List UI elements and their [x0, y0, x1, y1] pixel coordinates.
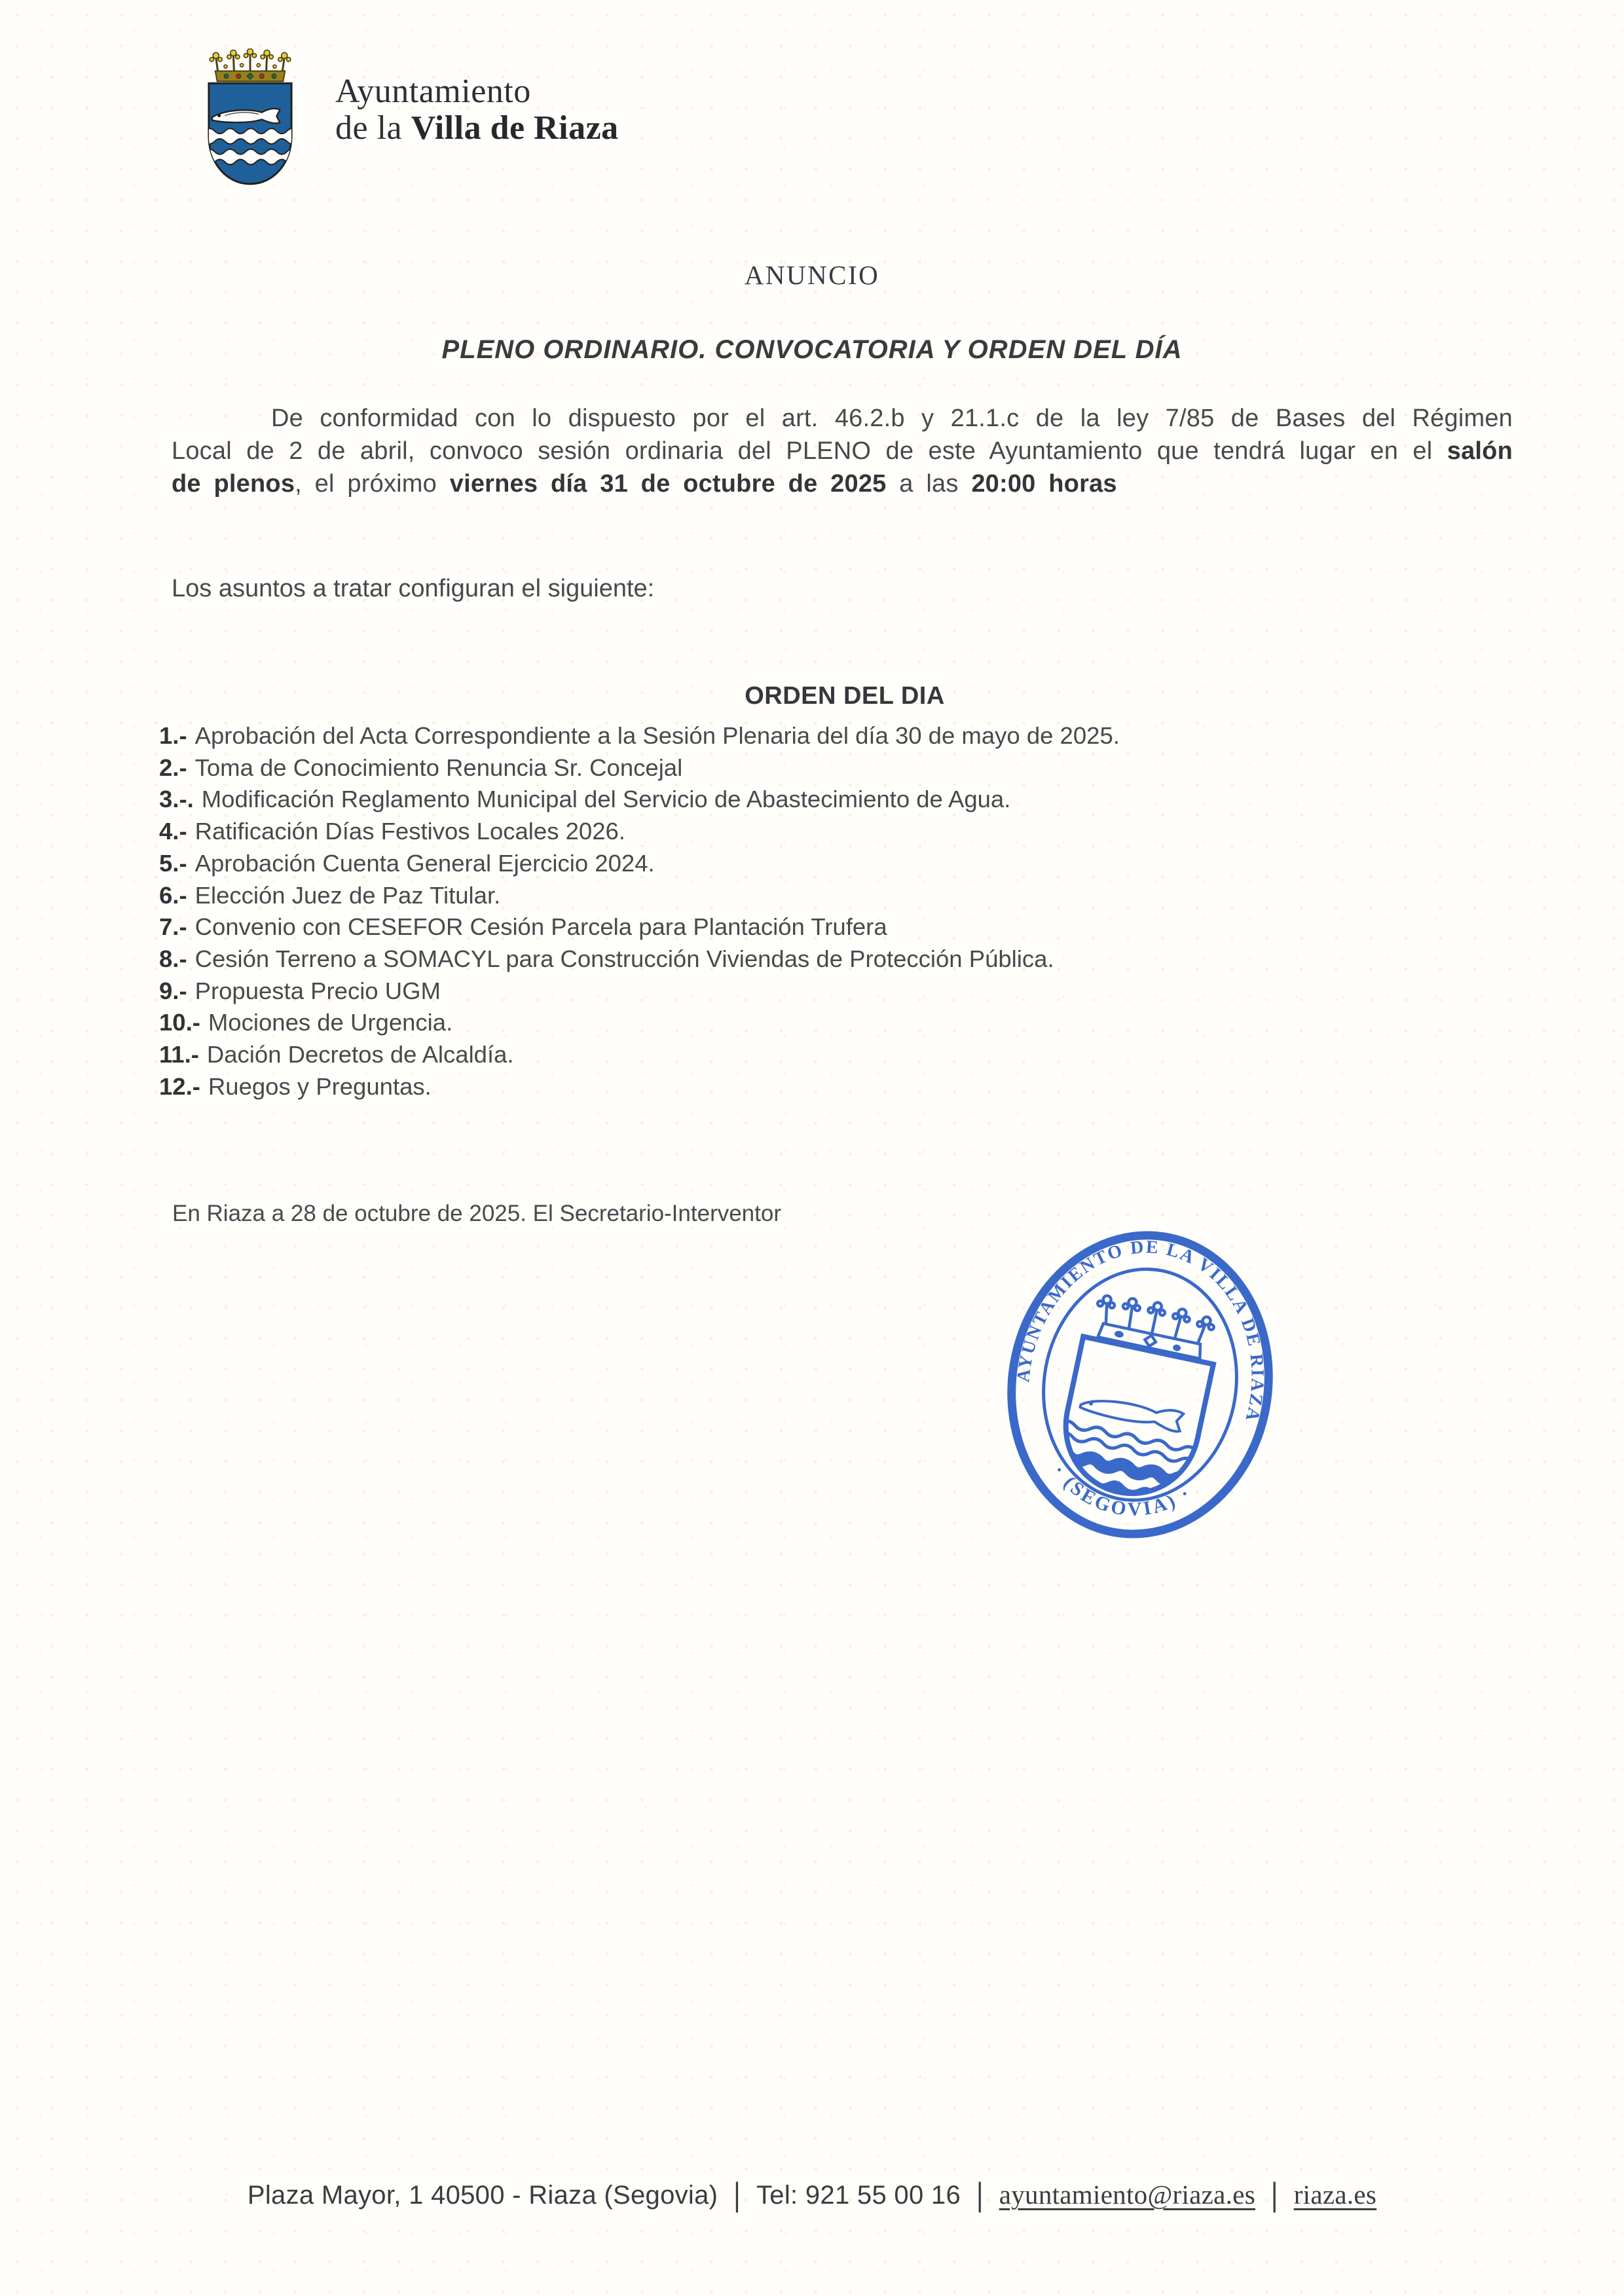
footer-separator: | — [976, 2177, 984, 2214]
agenda-title: ORDEN DEL DIA — [745, 682, 945, 710]
agenda-item — [159, 720, 1587, 752]
footer-separator: | — [1270, 2177, 1278, 2214]
footer-website-link[interactable]: riaza.es — [1293, 2179, 1377, 2210]
intro-part1: De conformidad con lo dispuesto por el art. 46.2.b y 21.1.c de la ley 7/85 de Bases del Régimen Local de 2 de abril, convoco sesión ordinaria del PLENO de este Ayuntamiento que tendrá lugar en el — [172, 405, 1513, 465]
agenda-item-number: 8.- — [159, 945, 187, 972]
organization-name-prefix: de la — [335, 109, 411, 147]
intro-bold-time: 20:00 horas — [971, 470, 1117, 498]
agenda-item-number: 5.- — [159, 849, 187, 877]
organization-name-bold: Villa de Riaza — [411, 109, 619, 147]
agenda-list — [159, 720, 1587, 1102]
organization-name — [335, 73, 619, 147]
agenda-item — [159, 816, 1587, 848]
agenda-item — [159, 752, 1587, 784]
agenda-item-text: Mociones de Urgencia. — [208, 1009, 453, 1036]
agenda-item — [159, 911, 1587, 943]
agenda-item-number: 7.- — [159, 913, 187, 941]
footer-email-link[interactable]: ayuntamiento@riaza.es — [999, 2179, 1255, 2210]
agenda-item-number: 12.- — [159, 1072, 200, 1100]
intro-bold-date: viernes día 31 de octubre de 2025 — [449, 470, 887, 498]
agenda-item-text: Dación Decretos de Alcaldía. — [206, 1041, 514, 1068]
agenda-item — [159, 784, 1587, 816]
agenda-item-text: Ruegos y Preguntas. — [208, 1072, 432, 1100]
organization-name-line1: Ayuntamiento — [335, 73, 531, 110]
agenda-item-text: Propuesta Precio UGM — [194, 977, 441, 1004]
agenda-item-text: Aprobación del Acta Correspondiente a la Sesión Plenaria del día 30 de mayo de 2025. — [194, 722, 1120, 749]
footer-phone: Tel: 921 55 00 16 — [756, 2181, 961, 2210]
agenda-item — [159, 975, 1587, 1008]
agenda-item-number: 6.- — [159, 881, 187, 909]
footer-address: Plaza Mayor, 1 40500 - Riaza (Segovia) — [247, 2181, 718, 2210]
agenda-item-text: Cesión Terreno a SOMACYL para Construcción Viviendas de Protección Pública. — [194, 945, 1054, 972]
agenda-item-text: Elección Juez de Paz Titular. — [194, 881, 501, 909]
lead-in-line: Los asuntos a tratar configuran el siguiente: — [172, 575, 655, 602]
agenda-item-text: Toma de Conocimiento Renuncia Sr. Concejal — [194, 754, 683, 781]
agenda-item — [159, 880, 1587, 912]
agenda-item — [159, 1039, 1587, 1071]
stamp-ring-text-bottom: · (SEGOVIA) · — [1048, 1461, 1196, 1521]
intro-part3: a las — [886, 470, 972, 498]
riaza-coat-of-arms-icon — [202, 48, 299, 185]
footer-separator: | — [733, 2177, 741, 2214]
intro-part2: , el próximo — [295, 470, 450, 498]
agenda-item-number: 4.- — [159, 818, 187, 845]
intro-paragraph — [172, 402, 1513, 500]
organization-name-line2 — [335, 110, 619, 147]
intro-bold-venue: salón de plenos — [172, 437, 1513, 498]
agenda-item-text: Ratificación Días Festivos Locales 2026. — [194, 818, 625, 845]
agenda-item — [159, 1007, 1587, 1039]
document-title: ANUNCIO — [744, 260, 880, 290]
dateline: En Riaza a 28 de octubre de 2025. El Secretario-Interventor — [172, 1201, 781, 1226]
agenda-item-number: 9.- — [159, 977, 187, 1004]
agenda-item — [159, 848, 1587, 880]
agenda-item-text: Modificación Reglamento Municipal del Servicio de Abastecimiento de Agua. — [201, 786, 1011, 813]
agenda-item-text: Convenio con CESEFOR Cesión Parcela para Plantación Trufera — [194, 913, 887, 941]
footer — [0, 2177, 1624, 2214]
agenda-item-text: Aprobación Cuenta General Ejercicio 2024. — [194, 849, 655, 877]
agenda-item-number: 11.- — [159, 1041, 199, 1068]
agenda-item-number: 10.- — [159, 1009, 200, 1036]
stamp-ring-text-top: AYUNTAMIENTO DE LA VILLA DE RIAZA — [1013, 1237, 1268, 1425]
agenda-item-number: 2.- — [159, 754, 187, 781]
agenda-item-number: 3.-. — [159, 786, 194, 813]
agenda-item — [159, 1071, 1587, 1103]
agenda-item-number: 1.- — [159, 722, 187, 749]
agenda-item — [159, 943, 1587, 975]
official-stamp — [963, 1192, 1318, 1578]
document-subtitle: PLENO ORDINARIO. CONVOCATORIA Y ORDEN DEL DÍA — [441, 335, 1183, 364]
